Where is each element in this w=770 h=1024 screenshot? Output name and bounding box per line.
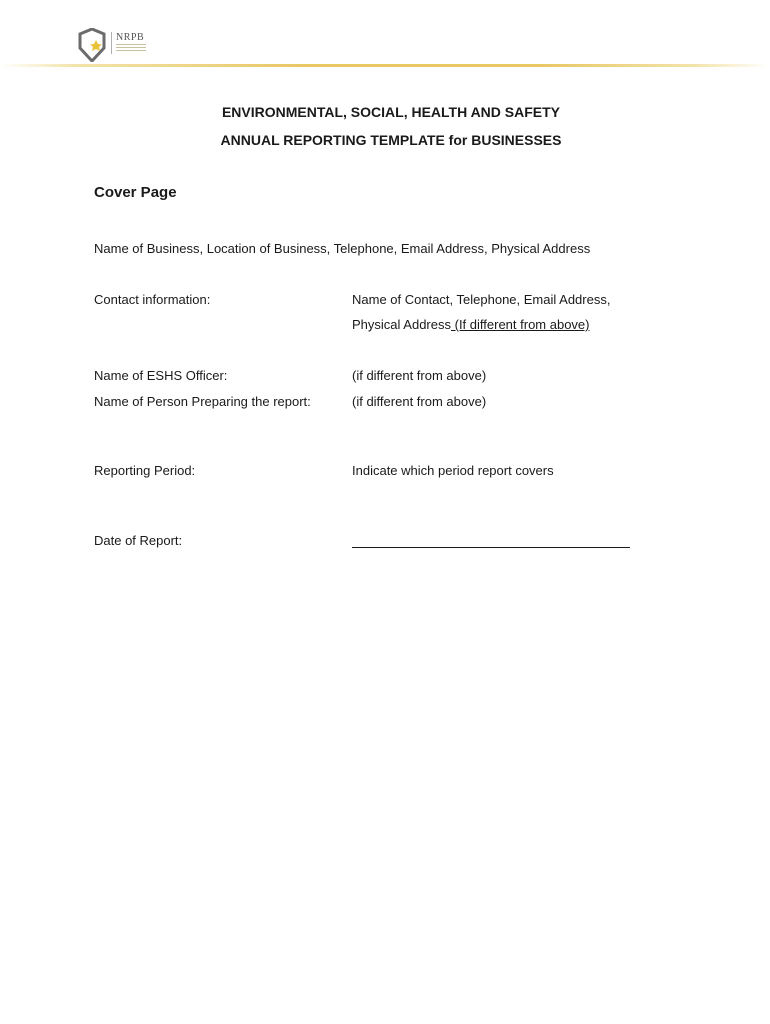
date-of-report-blank-line[interactable]: [352, 547, 630, 548]
header-accent-line: [0, 64, 770, 67]
logo-tagline-lines: [116, 44, 146, 53]
logo-divider: [111, 32, 112, 54]
contact-value-line-1: Name of Contact, Telephone, Email Address,: [352, 292, 611, 307]
preparer-value: (if different from above): [352, 394, 487, 409]
preparer-label: Name of Person Preparing the report:: [94, 394, 311, 409]
document-title-line-1: ENVIRONMENTAL, SOCIAL, HEALTH AND SAFETY: [221, 104, 561, 120]
contact-value-line-2: [352, 317, 590, 332]
page-header: [0, 0, 770, 70]
eshs-officer-label: Name of ESHS Officer:: [94, 368, 228, 383]
section-heading: Cover Page: [94, 184, 177, 201]
shield-logo-icon: [78, 28, 106, 62]
nrpb-logo: [78, 28, 168, 62]
business-fields-text: Name of Business, Location of Business, Telephone, Email Address, Physical Address: [94, 241, 591, 256]
logo-text: NRPB: [116, 32, 145, 43]
reporting-period-value: Indicate which period report covers: [352, 463, 554, 478]
contact-address-note: (If different from above): [451, 317, 590, 332]
date-of-report-label: Date of Report:: [94, 533, 183, 548]
contact-label: Contact information:: [94, 292, 211, 307]
contact-address-text: Physical Address: [352, 317, 451, 332]
document-title-line-2: ANNUAL REPORTING TEMPLATE for BUSINESSES: [220, 132, 562, 148]
reporting-period-label: Reporting Period:: [94, 463, 196, 478]
eshs-officer-value: (if different from above): [352, 368, 487, 383]
